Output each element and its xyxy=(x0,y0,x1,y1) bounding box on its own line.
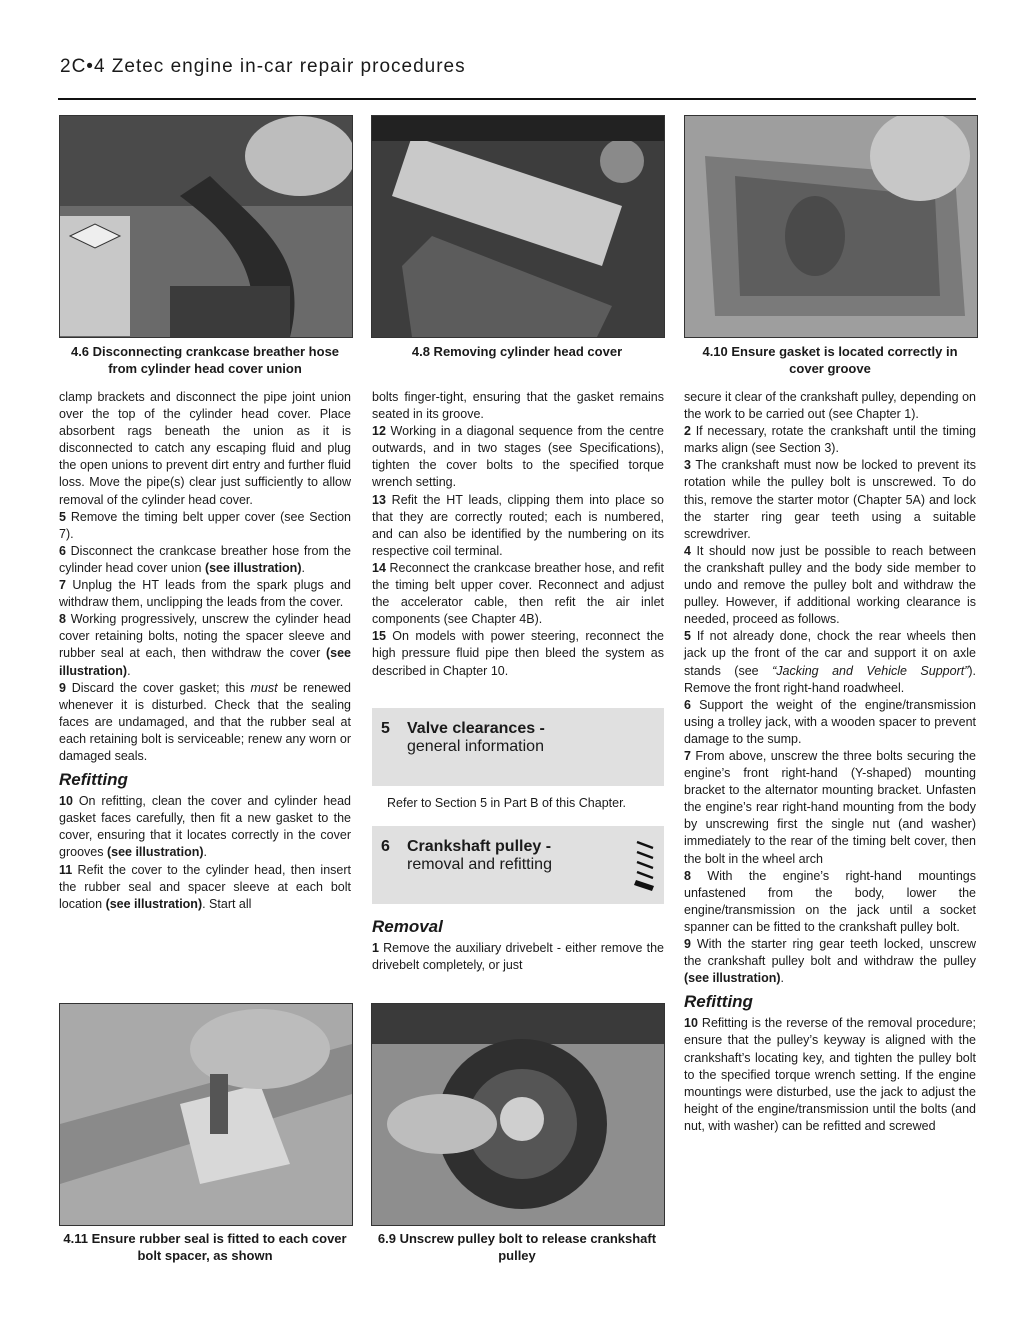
page-header: 2C•4 Zetec engine in-car repair procedures xyxy=(60,56,466,77)
photo-6-9 xyxy=(371,1003,665,1226)
paragraph: 9 With the starter ring gear teeth locked, unscrew the crankshaft pulley bolt and withdraw the pulley (see illustration). xyxy=(684,937,976,986)
section-6-heading xyxy=(372,826,664,904)
section-title: Valve clearances - xyxy=(407,720,545,737)
paragraph: 13 Refit the HT leads, clipping them into place so that they are correctly routed; each is numbered, and can also be identified by the numbering on its respective coil terminal. xyxy=(372,492,664,558)
caption-4-11: 4.11 Ensure rubber seal is fitted to each cover bolt spacer, as shown xyxy=(63,1231,347,1263)
paragraph: 8 Working progressively, unscrew the cylinder head cover retaining bolts, noting the spacer sleeve and rubber seal at each, then withdraw the cover (see illustration). xyxy=(59,612,351,678)
section-5-heading xyxy=(372,708,664,786)
paragraph: 8 With the engine’s right-hand mountings unfastened from the body, lower the engine/transmission on the jack until a socket spanner can be fitted to the crankshaft pulley bolt. xyxy=(684,868,976,934)
caption-4-8: 4.8 Removing cylinder head cover xyxy=(411,344,623,359)
paragraph: 7 Unplug the HT leads from the spark plugs and withdraw them, unclipping the leads from the cover. xyxy=(59,578,351,610)
paragraph: 4 It should now just be possible to reach between the crankshaft pulley and the body side member to undo and remove the pulley bolt and withdraw the pulley. However, if additional working clearance is needed, proceed as follows. xyxy=(684,543,976,627)
paragraph: bolts finger-tight, ensuring that the gasket remains seated in its groove. xyxy=(372,390,664,422)
paragraph: 1 Remove the auxiliary drivebelt - either remove the drivebelt completely, or just xyxy=(372,941,664,973)
caption-6-9: 6.9 Unscrew pulley bolt to release crankshaft pulley xyxy=(377,1231,657,1263)
paragraph: 5 If not already done, chock the rear wheels then jack up the front of the car and support it on axle stands (see “Jacking and Vehicle Support”). Remove the front right-hand roadwheel. xyxy=(684,629,977,695)
photo-4-11 xyxy=(59,1003,353,1226)
section-subtitle: general information xyxy=(407,738,544,755)
paragraph: 6 Support the weight of the engine/transmission using a trolley jack, with a wooden spacer to prevent damage to the sump. xyxy=(684,697,976,746)
caption-4-6: 4.6 Disconnecting crankcase breather hose from cylinder head cover union xyxy=(70,344,340,376)
paragraph: 3 The crankshaft must now be locked to prevent its rotation while the pulley bolt is unscrewed. To do this, remove the starter motor (Chapter 5A) and lock the starter ring gear teeth using a suitable screwdriver. xyxy=(684,458,976,541)
subheading-refitting: Refitting xyxy=(684,992,753,1012)
subheading-refitting: Refitting xyxy=(59,770,128,790)
photo-4-6 xyxy=(59,115,353,338)
section-title: Crankshaft pulley - xyxy=(407,838,552,855)
text-column-2 xyxy=(372,389,664,680)
subheading-removal: Removal xyxy=(372,917,443,936)
text-column-1 xyxy=(59,389,351,913)
photo-4-10 xyxy=(684,115,978,338)
paragraph: 2 If necessary, rotate the crankshaft until the timing marks align (see Section 3). xyxy=(684,424,976,456)
paragraph: 7 From above, unscrew the three bolts securing the engine’s front right-hand (Y-shaped) mounting bracket to the alternator mounting bracket. Unfasten the engine’s rear right-hand mounting from the body by unscrewing first the single nut (and washer) immediately to the rear of the timing belt cover, then the bolt in the wheel arch xyxy=(684,748,976,866)
photo-4-8 xyxy=(371,115,665,338)
section-number: 5 xyxy=(381,720,390,737)
text-column-3 xyxy=(684,389,976,1135)
text-column-2-removal xyxy=(372,918,664,974)
paragraph: 10 Refitting is the reverse of the removal procedure; ensure that the pulley’s keyway is aligned with the crankshaft’s locating key, and tighten the pulley bolt to the specified torque wrench setting. If the engine mountings were disturbed, use the jack to adjust the height of the engine/transmission until the bolts (and nut, with washer) can be refitted and screwed xyxy=(684,1016,976,1133)
paragraph: secure it clear of the crankshaft pulley, depending on the work to be carried out (see Chapter 1). xyxy=(684,390,976,422)
paragraph: 12 Working in a diagonal sequence from the centre outwards, and in two stages (see Specifications), tighten the cover bolts to the specified torque wrench setting. xyxy=(372,424,664,490)
difficulty-spanner-icon xyxy=(634,836,656,892)
paragraph: 14 Reconnect the crankcase breather hose, and refit the timing belt upper cover. Reconnect and adjust the accelerator cable, then refit the air inlet components (see Chapter 4B). xyxy=(372,560,664,627)
paragraph: 5 Remove the timing belt upper cover (see Section 7). xyxy=(59,509,351,541)
section-subtitle: removal and refitting xyxy=(407,856,552,873)
caption-4-10: 4.10 Ensure gasket is located correctly in cover groove xyxy=(702,344,958,376)
paragraph: 15 On models with power steering, reconnect the high pressure fluid pipe then bleed the system as described in Chapter 10. xyxy=(372,629,664,678)
paragraph: clamp brackets and disconnect the pipe joint union over the top of the cylinder head cover. Place absorbent rags beneath the union as it is disconnected to catch any escaping fluid and plug the open unions to prevent dirt entry and further fluid loss. Move the pipe(s) clear just sufficiently to allow removal of the cylinder head cover. xyxy=(59,390,351,507)
section-5-text: Refer to Section 5 in Part B of this Chapter. xyxy=(387,796,627,810)
paragraph: 6 Disconnect the crankcase breather hose from the cylinder head cover union (see illustration). xyxy=(59,543,351,575)
paragraph: 11 Refit the cover to the cylinder head, then insert the rubber seal and spacer sleeve at each bolt location (see illustration). Start all xyxy=(59,862,351,911)
paragraph: 10 On refitting, clean the cover and cylinder head gasket faces carefully, then fit a new gasket to the cover, ensuring that it locates correctly in the cover grooves (see illustration). xyxy=(59,794,351,860)
section-number: 6 xyxy=(381,838,390,855)
paragraph: 9 Discard the cover gasket; this must be renewed whenever it is disturbed. Check that the sealing faces are undamaged, and that the rubber seal at each retaining bolt is serviceable; renew any worn or damaged seals. xyxy=(59,680,351,763)
header-rule xyxy=(58,98,976,100)
